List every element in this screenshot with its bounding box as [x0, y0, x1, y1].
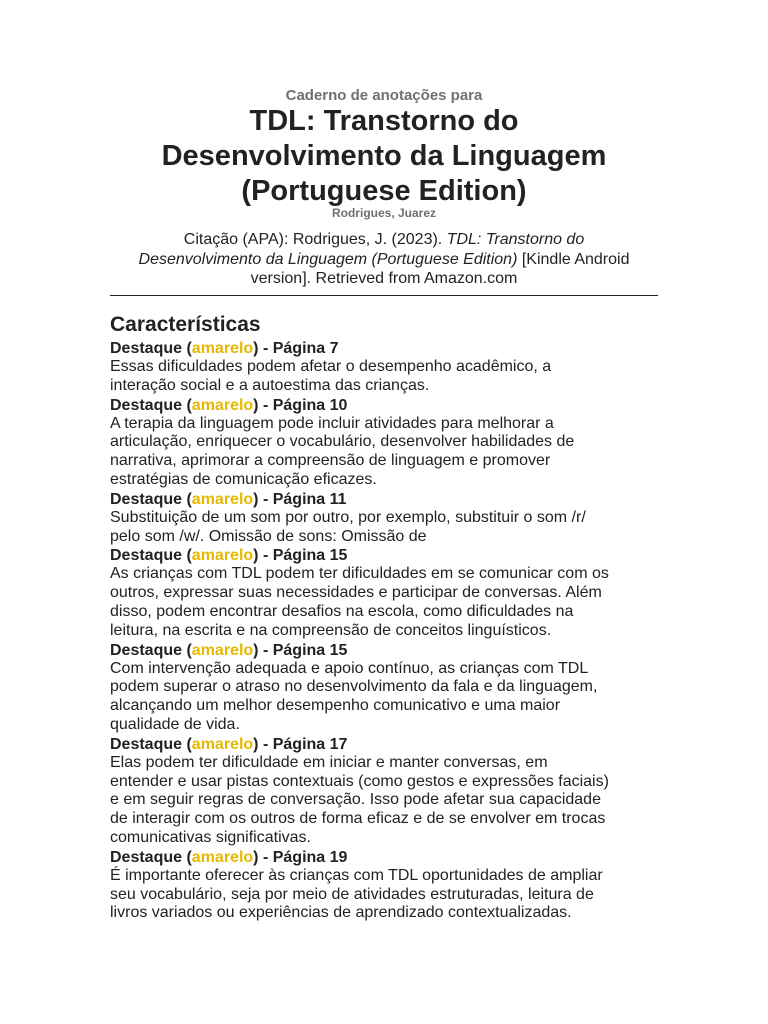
- highlight-text-line: Elas podem ter dificuldade em iniciar e manter conversas, em: [110, 753, 548, 771]
- highlight-header: [110, 490, 670, 509]
- highlight-text-line: outros, expressar suas necessidades e participar de conversas. Além: [110, 584, 602, 602]
- highlight-text-line: articulação, enriquecer o vocabulário, desenvolver habilidades de: [110, 433, 575, 451]
- highlight-color-name: amarelo: [191, 735, 254, 753]
- highlight-page: ) - Página 17: [253, 735, 348, 753]
- header-divider: [110, 295, 658, 296]
- highlight-text: [110, 509, 670, 547]
- highlight-color-name: amarelo: [191, 396, 254, 414]
- highlight-text: [110, 415, 670, 490]
- highlight-item: [110, 546, 670, 640]
- highlight-page: ) - Página 7: [253, 340, 339, 357]
- highlight-item: [110, 848, 670, 923]
- citation-suffix: [Kindle Android: [517, 250, 630, 268]
- book-title-line: (Portuguese Edition): [241, 175, 527, 207]
- highlight-text-line: A terapia da linguagem pode incluir atividades para melhorar a: [110, 414, 554, 432]
- highlight-label: Destaque (: [110, 547, 192, 565]
- highlight-header: [110, 396, 670, 415]
- highlight-text-line: seu vocabulário, seja por meio de atividades estruturadas, leitura de: [110, 885, 594, 903]
- highlight-label: Destaque (: [110, 340, 192, 357]
- highlight-text-line: qualidade de vida.: [110, 715, 240, 733]
- highlight-text-line: As crianças com TDL podem ter dificuldades em se comunicar com os: [110, 565, 609, 583]
- highlight-text-line: livros variados ou experiências de aprendizado contextualizadas.: [110, 904, 572, 922]
- highlight-text-line: Substituição de um som por outro, por exemplo, substituir o som /r/: [110, 508, 586, 526]
- highlight-text: [110, 754, 670, 848]
- highlight-text-line: alcançando um melhor desempenho comunicativo e uma maior: [110, 697, 561, 715]
- section-heading: Características: [110, 313, 261, 336]
- highlight-color-name: amarelo: [191, 490, 254, 508]
- highlight-page: ) - Página 15: [253, 641, 348, 659]
- highlight-header: [110, 848, 670, 867]
- highlight-text-line: Essas dificuldades podem afetar o desempenho acadêmico, a: [110, 358, 552, 375]
- highlight-header: [110, 641, 670, 660]
- highlight-item: [110, 339, 670, 396]
- highlight-text: [110, 358, 670, 396]
- highlight-text: [110, 660, 670, 735]
- highlight-text-line: podem superar o atraso no desenvolvimento da fala e da linguagem,: [110, 678, 598, 696]
- highlight-text-line: É importante oferecer às crianças com TDL oportunidades de ampliar: [110, 866, 603, 884]
- highlight-item: [110, 735, 670, 848]
- citation-title-part-2: Desenvolvimento da Linguagem (Portuguese Edition): [138, 250, 518, 268]
- highlight-page: ) - Página 10: [253, 396, 348, 414]
- highlights-section: [110, 311, 670, 923]
- highlight-text: [110, 565, 670, 640]
- highlight-header: [110, 735, 670, 754]
- book-title-line: TDL: Transtorno do: [249, 105, 519, 137]
- citation-line-3: version]. Retrieved from Amazon.com: [250, 270, 518, 287]
- highlight-page: ) - Página 11: [253, 490, 347, 508]
- apa-citation: [100, 230, 668, 289]
- highlight-color-name: amarelo: [191, 848, 254, 866]
- highlight-page: ) - Página 15: [253, 547, 348, 565]
- citation-title-part-1: TDL: Transtorno do: [446, 231, 585, 248]
- highlight-color-name: amarelo: [191, 340, 254, 357]
- highlight-header: [110, 339, 670, 358]
- highlight-color-name: amarelo: [191, 547, 254, 565]
- highlight-text-line: e em seguir regras de conversação. Isso pode afetar sua capacidade: [110, 791, 601, 809]
- highlight-item: [110, 396, 670, 490]
- highlight-text-line: Com intervenção adequada e apoio contínuo, as crianças com TDL: [110, 659, 589, 677]
- citation-line-1: [100, 230, 668, 250]
- highlight-color-name: amarelo: [191, 641, 254, 659]
- citation-line-2: [100, 250, 668, 270]
- highlight-text-line: estratégias de comunicação eficazes.: [110, 470, 377, 488]
- highlight-page: ) - Página 19: [253, 848, 348, 866]
- highlight-text: [110, 867, 670, 923]
- notebook-supertitle: Caderno de anotações para: [285, 87, 483, 104]
- book-author: Rodrigues, Juarez: [331, 206, 437, 220]
- highlight-item: [110, 641, 670, 735]
- highlight-text-line: pelo som /w/. Omissão de sons: Omissão de: [110, 527, 427, 545]
- highlight-label: Destaque (: [110, 396, 192, 414]
- citation-prefix: Citação (APA): Rodrigues, J. (2023).: [183, 231, 447, 248]
- highlight-label: Destaque (: [110, 735, 192, 753]
- highlight-text-line: disso, podem encontrar desafios na escola, como dificuldades na: [110, 602, 574, 620]
- highlight-text-line: narrativa, aprimorar a compreensão de linguagem e promover: [110, 452, 551, 470]
- highlight-label: Destaque (: [110, 848, 192, 866]
- book-title-line: Desenvolvimento da Linguagem: [161, 140, 607, 172]
- highlight-text-line: interação social e a autoestima das crianças.: [110, 376, 430, 394]
- highlights-list: [110, 339, 670, 923]
- highlight-item: [110, 490, 670, 547]
- book-title: [100, 104, 668, 209]
- highlight-label: Destaque (: [110, 490, 192, 508]
- highlight-text-line: de interagir com os outros de forma eficaz e de se envolver em trocas: [110, 810, 606, 828]
- highlight-text-line: leitura, na escrita e na compreensão de conceitos linguísticos.: [110, 621, 552, 639]
- highlight-label: Destaque (: [110, 641, 192, 659]
- highlight-text-line: comunicativas significativas.: [110, 828, 311, 846]
- highlight-text-line: entender e usar pistas contextuais (como gestos e expressões faciais): [110, 772, 609, 790]
- highlight-header: [110, 546, 670, 565]
